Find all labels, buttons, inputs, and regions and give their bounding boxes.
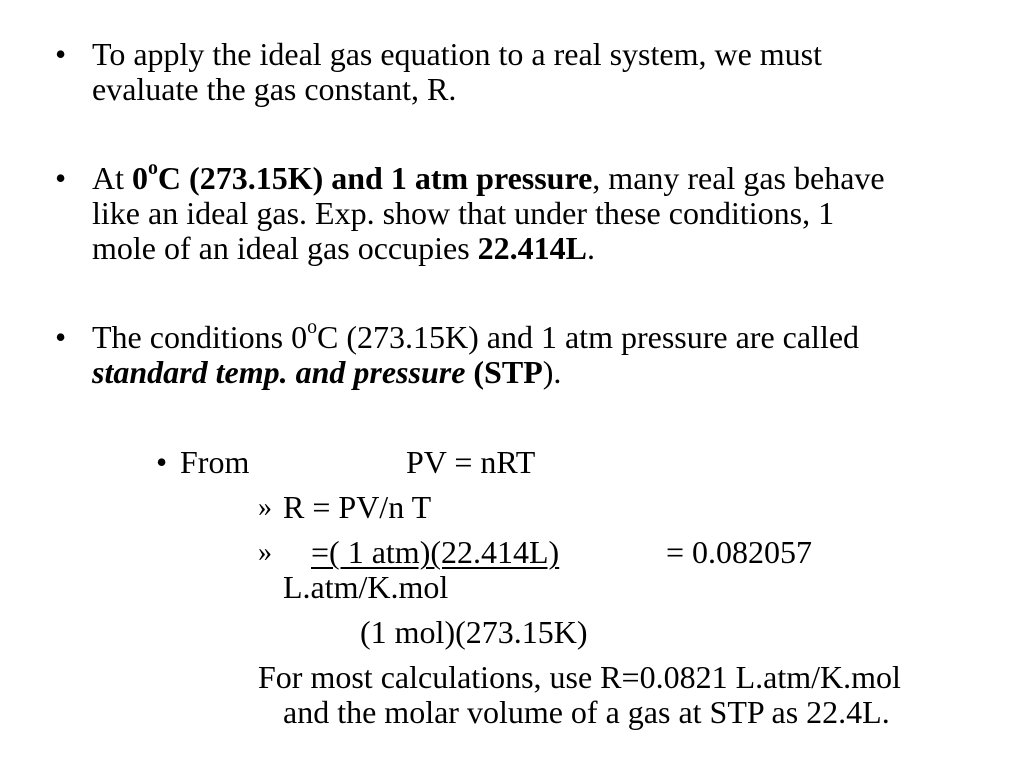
degree-superscript: o (148, 157, 158, 180)
fraction-denominator: (1 mol)(273.15K) (360, 614, 588, 650)
bullet-2-at: At (92, 160, 132, 196)
degree-superscript: o (307, 316, 317, 339)
sub-bullet-marker: • (156, 444, 168, 480)
bullet-3-line-1 (92, 316, 860, 355)
note-line-1: For most calculations, use R=0.0821 L.atm/K.mol (258, 659, 901, 695)
bullet-3-post: C (273.15K) and 1 atm pressure are called (317, 319, 860, 355)
temp-pressure-text: C (273.15K) and 1 atm pressure (157, 160, 593, 196)
bullet-1-marker: • (55, 36, 67, 72)
bullet-1-line-1: To apply the ideal gas equation to a real system, we must (92, 36, 823, 72)
temp-number: 0 (132, 160, 148, 196)
stp-term: standard temp. and pressure (92, 354, 466, 390)
bullet-2-line-2: like an ideal gas. Exp. show that under these conditions, 1 (92, 195, 835, 231)
note-line-2: and the molar volume of a gas at STP as 22.4L. (283, 694, 890, 730)
r-units: L.atm/K.mol (283, 569, 449, 605)
from-label: From (180, 444, 250, 480)
bullet-2-line-1 (92, 157, 885, 196)
r-formula: R = PV/n T (283, 489, 432, 525)
bullet-2-period: . (586, 230, 595, 266)
step-1-marker: » (258, 492, 272, 523)
step-2-marker: » (258, 537, 272, 568)
molar-volume-value: 22.414L (477, 230, 587, 266)
stp-abbrev: (STP (473, 354, 543, 390)
bullet-2-tail: , many real gas behave (592, 160, 885, 196)
fraction-numerator: =( 1 atm)(22.414L) (311, 534, 560, 570)
bullet-3-end: ). (542, 354, 562, 390)
bullet-3-line-2 (92, 355, 561, 390)
stp-condition-bold (132, 157, 593, 196)
bullet-2-line-3 (92, 231, 595, 266)
bullet-3-marker: • (55, 319, 67, 355)
bullet-2-line-3-text: mole of an ideal gas occupies (92, 230, 478, 266)
bullet-2-marker: • (55, 160, 67, 196)
ideal-gas-equation: PV = nRT (406, 444, 536, 480)
bullet-1-line-2: evaluate the gas constant, R. (92, 71, 457, 107)
r-result: = 0.082057 (666, 534, 813, 570)
bullet-3-pre: The conditions 0 (92, 319, 308, 355)
